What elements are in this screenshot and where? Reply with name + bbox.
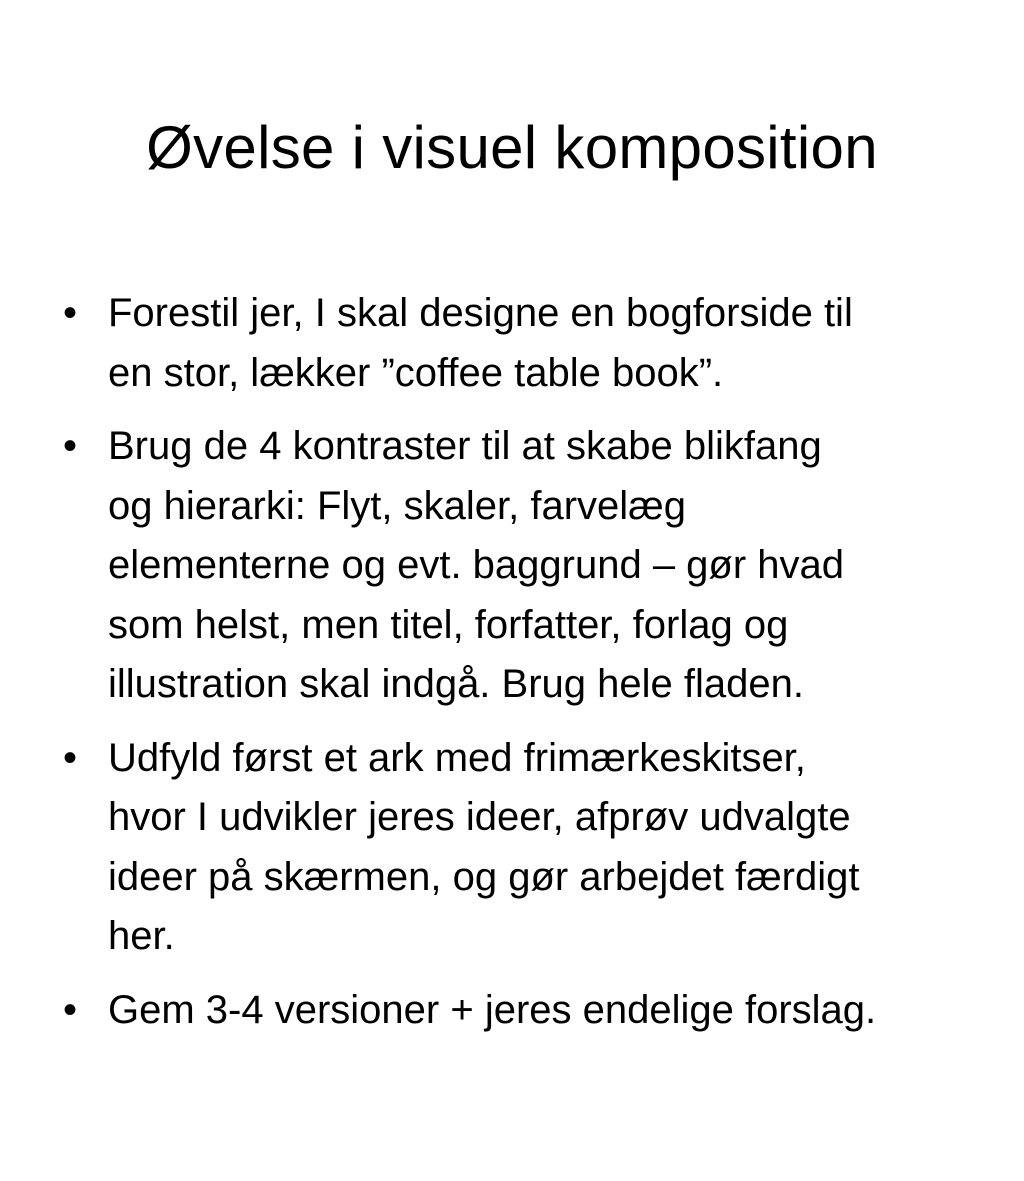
bullet-icon: • <box>62 987 77 1032</box>
bullet-text-line: Udfyld først et ark med frimærkeskitser, <box>108 735 806 780</box>
bullet-icon: • <box>62 735 77 780</box>
bullet-text-line: Forestil jer, I skal designe en bogforside til <box>108 291 853 335</box>
bullet-text-line: en stor, lækker ”coffee table book”. <box>108 350 724 395</box>
bullet-text-line: ideer på skærmen, og gør arbejdet færdigt <box>108 854 860 899</box>
slide-title: Øvelse i visuel komposition <box>146 114 878 181</box>
bullet-text-line: elementerne og evt. baggrund – gør hvad <box>108 543 845 587</box>
bullet-text-line: og hierarki: Flyt, skaler, farvelæg <box>108 483 686 528</box>
bullet-text-line: hvor I udvikler jeres ideer, afprøv udvalgte <box>108 795 851 839</box>
bullet-list <box>58 284 978 1054</box>
bullet-text-line: Gem 3-4 versioner + jeres endelige forslag. <box>108 987 877 1032</box>
bullet-text-line: Brug de 4 kontraster til at skabe blikfang <box>108 424 822 468</box>
bullet-text-line: illustration skal indgå. Brug hele fladen. <box>108 662 804 706</box>
bullet-item <box>58 417 978 715</box>
bullet-text-line: her. <box>108 914 175 958</box>
bullet-icon: • <box>62 291 77 335</box>
bullet-item <box>58 284 978 403</box>
bullet-icon: • <box>62 424 77 468</box>
bullet-item <box>58 729 978 967</box>
bullet-item <box>58 981 978 1041</box>
bullet-text-line: som helst, men titel, forfatter, forlag og <box>108 602 789 647</box>
